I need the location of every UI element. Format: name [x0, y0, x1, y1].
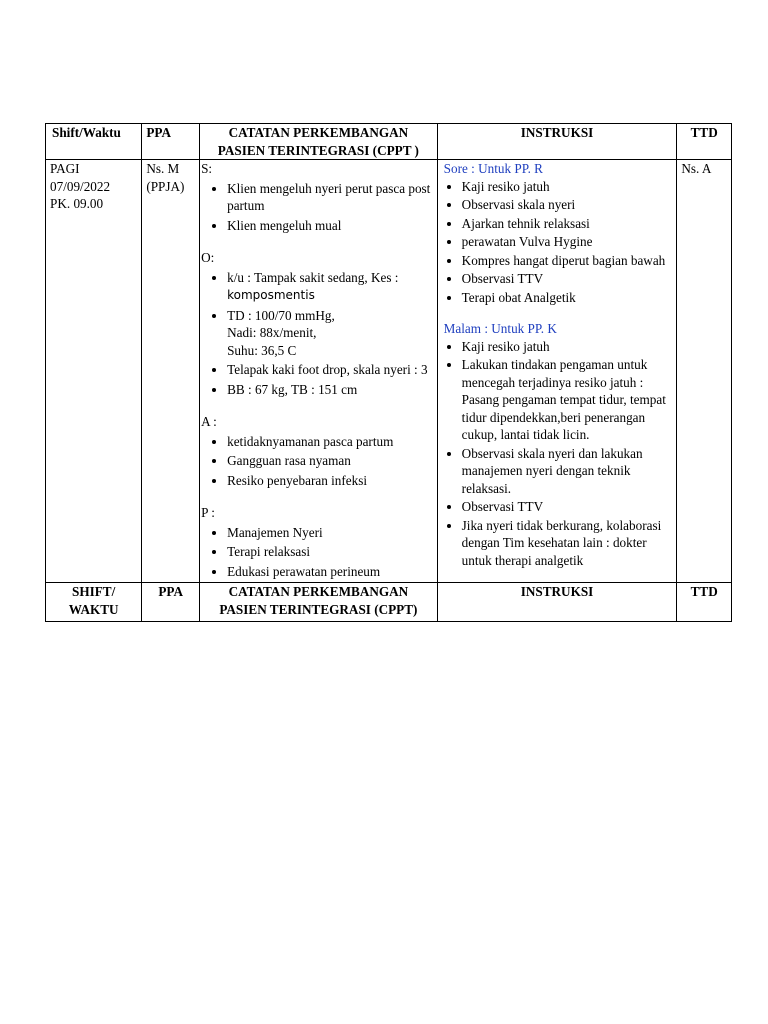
nadi-value: Nadi: 88x/menit,: [227, 325, 317, 340]
shift-line: PAGI: [50, 161, 80, 176]
header-instruksi: INSTRUKSI: [437, 124, 677, 160]
instruksi-cell: [437, 160, 677, 583]
malam-list: [444, 338, 673, 570]
objective-label: O:: [201, 250, 215, 265]
header-ppa: PPA: [142, 124, 200, 160]
catatan-cell: [200, 160, 438, 583]
td-value: • TD : 100/70 mmHg,: [227, 307, 335, 323]
ppa-name: Ns. M: [146, 161, 180, 176]
suhu-value: Suhu: 36,5 C: [227, 342, 297, 358]
list-item: [227, 307, 433, 360]
sore-list: [444, 178, 673, 307]
list-item: • Resiko penyebaran infeksi: [227, 472, 433, 490]
list-item: • ketidaknyamanan pasca partum: [227, 433, 433, 451]
list-item: • Observasi skala nyeri: [462, 196, 673, 214]
shift-date: 07/09/2022: [50, 178, 111, 194]
ppa-cell: [142, 160, 200, 583]
cppt-table: [45, 123, 732, 622]
list-item: • Terapi obat Analgetik: [462, 289, 673, 307]
ppa-role: (PPJA): [146, 178, 185, 194]
plan-list: [201, 524, 433, 581]
header-ttd: TTD: [677, 124, 732, 160]
list-item: • Jika nyeri tidak berkurang, kolaborasi dengan Tim kesehatan lain : dokter untuk therapi analgetik: [462, 517, 673, 570]
assessment-label: A :: [201, 414, 217, 429]
table-footer-header-row: [46, 583, 732, 622]
list-item: • Manajemen Nyeri: [227, 524, 433, 542]
list-item: • Edukasi perawatan perineum: [227, 563, 433, 581]
list-item: • perawatan Vulva Hygine: [462, 233, 673, 251]
list-item: • Lakukan tindakan pengaman untuk mencegah terjadinya resiko jatuh : Pasang pengaman tempat tidur, tempat tidur dipendekkan,beri penerangan cukup, lantai tidak licin.: [462, 356, 673, 444]
list-item: • Ajarkan tehnik relaksasi: [462, 215, 673, 233]
list-item: • Telapak kaki foot drop, skala nyeri : 3: [227, 361, 433, 379]
list-item: • Observasi TTV: [462, 270, 673, 288]
malam-label: Malam : Untuk PP. K: [443, 321, 557, 336]
footer-header-ttd: TTD: [677, 583, 732, 622]
objective-list: [201, 269, 433, 399]
table-row: [46, 160, 732, 583]
subjective-label: S:: [201, 161, 213, 176]
shift-cell: [46, 160, 142, 583]
sore-label: Sore : Untuk PP. R: [443, 161, 543, 176]
footer-header-catatan: CATATAN PERKEMBANGAN PASIEN TERINTEGRASI (CPPT): [200, 583, 438, 622]
footer-header-shift: SHIFT/ WAKTU: [46, 583, 142, 622]
list-item: • Observasi skala nyeri dan lakukan manajemen nyeri dengan teknik relaksasi.: [462, 445, 673, 498]
kesadaran-value: komposmentis: [227, 288, 315, 302]
list-item: • Klien mengeluh nyeri perut pasca post partum: [227, 180, 433, 215]
subjective-list: [201, 180, 433, 235]
shift-time: PK. 09.00: [50, 196, 104, 211]
header-catatan: CATATAN PERKEMBANGAN PASIEN TERINTEGRASI (CPPT ): [200, 124, 438, 160]
list-item: • Terapi relaksasi: [227, 543, 433, 561]
list-item: • Kompres hangat diperut bagian bawah: [462, 252, 673, 270]
list-item: [227, 269, 433, 305]
list-item: • BB : 67 kg, TB : 151 cm: [227, 381, 433, 399]
header-shift: Shift/Waktu: [46, 124, 142, 160]
ku-prefix: k/u : Tampak sakit sedang, Kes :: [227, 269, 399, 285]
list-item: • Klien mengeluh mual: [227, 217, 433, 235]
assessment-list: [201, 433, 433, 490]
list-item: • Observasi TTV: [462, 498, 673, 516]
list-item: • Kaji resiko jatuh: [462, 178, 673, 196]
footer-header-instruksi: INSTRUKSI: [437, 583, 677, 622]
list-item: • Gangguan rasa nyaman: [227, 452, 433, 470]
table-header-row: [46, 124, 732, 160]
ttd-cell: Ns. A: [677, 160, 732, 583]
list-item: • Kaji resiko jatuh: [462, 338, 673, 356]
plan-label: P :: [201, 505, 215, 520]
footer-header-ppa: PPA: [142, 583, 200, 622]
